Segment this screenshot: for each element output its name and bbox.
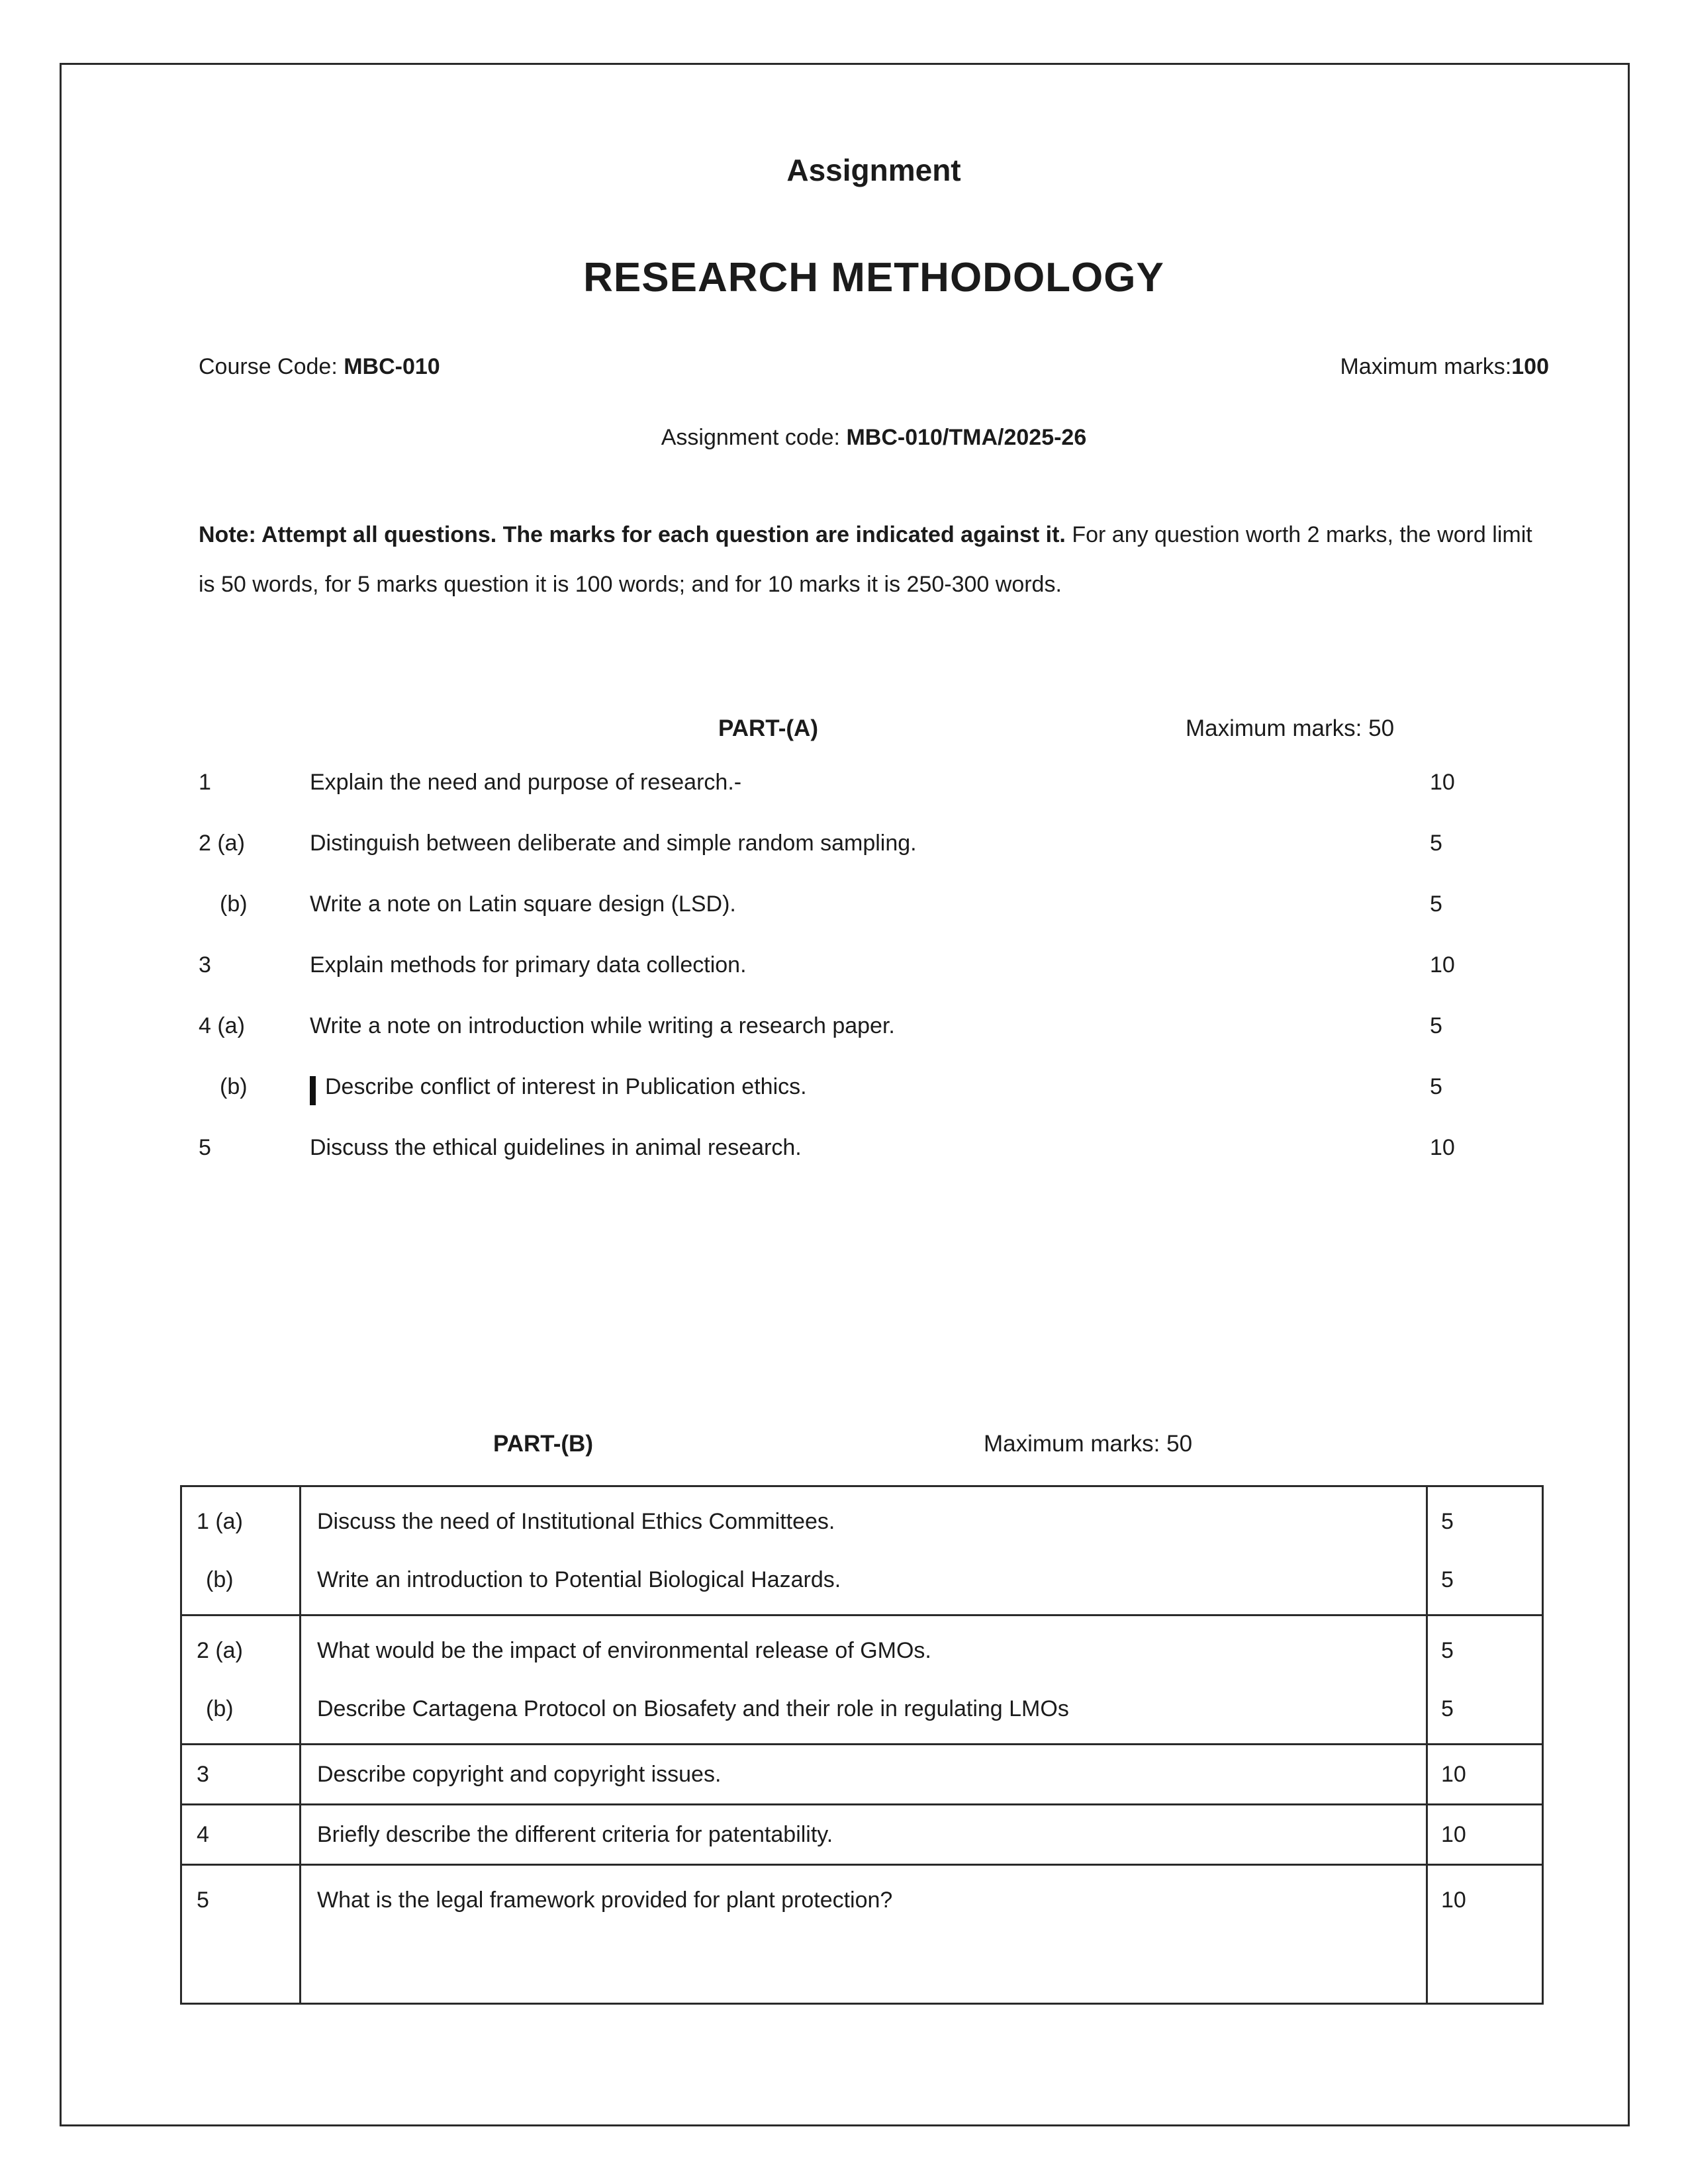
part-a-question-list xyxy=(199,770,1549,1196)
question-number: 4 xyxy=(197,1821,209,1847)
table-row xyxy=(181,1745,1543,1805)
table-cell-marks xyxy=(1427,1865,1543,2004)
table-cell-question xyxy=(301,1805,1427,1865)
question-text: Explain the need and purpose of research.- xyxy=(310,770,742,795)
question-text: Discuss the need of Institutional Ethics Committees. xyxy=(317,1508,835,1534)
table-cell-marks xyxy=(1427,1486,1543,1615)
part-b-max-marks: Maximum marks: 50 xyxy=(984,1431,1193,1457)
table-cell-number xyxy=(181,1745,301,1805)
question-number: (b) xyxy=(220,891,248,917)
note-bold-text: Note: Attempt all questions. The marks for each question are indicated against it. xyxy=(199,522,1066,547)
table-row xyxy=(181,1486,1543,1615)
question-row xyxy=(199,1135,1549,1196)
question-row xyxy=(199,891,1549,952)
table-cell-marks xyxy=(1427,1745,1543,1805)
question-marks: 5 xyxy=(1441,1567,1454,1592)
question-marks: 5 xyxy=(1430,1074,1442,1099)
course-title: RESEARCH METHODOLOGY xyxy=(583,255,1164,300)
question-text: Write a note on introduction while writing a research paper. xyxy=(310,1013,895,1038)
part-b-heading-row xyxy=(199,1431,1549,1457)
table-cell-question xyxy=(301,1745,1427,1805)
maximum-marks-value: 100 xyxy=(1511,354,1549,379)
table-cell-question xyxy=(301,1615,1427,1745)
table-row xyxy=(181,1615,1543,1745)
part-a-heading-row xyxy=(199,715,1549,742)
assignment-code-row xyxy=(199,425,1549,451)
part-b-table xyxy=(180,1485,1544,2005)
question-number: 1 xyxy=(199,770,211,795)
text-cursor-bar xyxy=(310,1076,316,1105)
table-cell-number xyxy=(181,1865,301,2004)
question-text xyxy=(310,1074,1430,1103)
table-cell-question xyxy=(301,1486,1427,1615)
question-text: What is the legal framework provided for plant protection? xyxy=(317,1887,893,1913)
table-cell-marks xyxy=(1427,1615,1543,1745)
part-a-max-marks: Maximum marks: 50 xyxy=(1186,715,1395,741)
question-marks: 5 xyxy=(1430,831,1442,856)
question-marks: 5 xyxy=(1441,1508,1454,1534)
table-cell-marks xyxy=(1427,1805,1543,1865)
question-text-label: Describe conflict of interest in Publication ethics. xyxy=(325,1074,807,1099)
note-rest-text: For any question worth 2 marks, the word limit is 50 words, for 5 marks question it is 100 words; and for 10 marks it is 250-300 words. xyxy=(199,522,1532,597)
table-cell-number xyxy=(181,1805,301,1865)
question-text: What would be the impact of environmental release of GMOs. xyxy=(317,1637,931,1663)
question-marks: 10 xyxy=(1441,1761,1466,1787)
table-cell-question xyxy=(301,1865,1427,2004)
maximum-marks xyxy=(1340,354,1549,380)
maximum-marks-label: Maximum marks: xyxy=(1340,354,1512,379)
course-code xyxy=(199,354,440,380)
question-number: 4 (a) xyxy=(199,1013,245,1038)
question-number: 5 xyxy=(197,1887,209,1913)
table-row xyxy=(181,1805,1543,1865)
part-a-heading: PART-(A) xyxy=(718,715,818,741)
question-text: Explain methods for primary data collection. xyxy=(310,952,747,978)
question-marks: 5 xyxy=(1441,1637,1454,1663)
question-number: (b) xyxy=(206,1567,234,1592)
course-code-value: MBC-010 xyxy=(344,354,440,379)
question-row xyxy=(199,952,1549,1013)
question-number: 2 (a) xyxy=(199,831,245,856)
question-number: 5 xyxy=(199,1135,211,1160)
question-text: Describe copyright and copyright issues. xyxy=(317,1761,722,1787)
assignment-code-value: MBC-010/TMA/2025-26 xyxy=(846,425,1087,450)
question-text: Write an introduction to Potential Biological Hazards. xyxy=(317,1567,841,1592)
question-row xyxy=(199,831,1549,891)
question-text: Discuss the ethical guidelines in animal research. xyxy=(310,1135,802,1160)
question-marks: 10 xyxy=(1430,1135,1455,1160)
question-row xyxy=(199,770,1549,831)
question-text: Briefly describe the different criteria for patentability. xyxy=(317,1821,833,1847)
question-marks: 5 xyxy=(1430,1013,1442,1038)
table-cell-number xyxy=(181,1486,301,1615)
part-b-heading: PART-(B) xyxy=(493,1431,593,1457)
assignment-code-label: Assignment code: xyxy=(661,425,847,450)
course-code-label: Course Code: xyxy=(199,354,344,379)
question-number: (b) xyxy=(220,1074,248,1099)
question-row xyxy=(199,1013,1549,1074)
question-marks: 10 xyxy=(1441,1887,1466,1913)
question-marks: 5 xyxy=(1430,891,1442,917)
question-row xyxy=(199,1074,1549,1135)
question-text: Distinguish between deliberate and simple random sampling. xyxy=(310,831,917,856)
question-number: (b) xyxy=(206,1696,234,1721)
question-marks: 10 xyxy=(1430,952,1455,978)
table-cell-number xyxy=(181,1615,301,1745)
document-title: Assignment xyxy=(786,153,961,187)
course-meta-row xyxy=(199,354,1549,380)
table-row xyxy=(181,1865,1543,2004)
question-number: 2 (a) xyxy=(197,1637,243,1663)
question-marks: 10 xyxy=(1441,1821,1466,1847)
question-marks: 5 xyxy=(1441,1696,1454,1721)
question-number: 3 xyxy=(197,1761,209,1787)
note-paragraph xyxy=(199,510,1549,610)
question-text: Describe Cartagena Protocol on Biosafety and their role in regulating LMOs xyxy=(317,1696,1069,1721)
question-number: 3 xyxy=(199,952,211,978)
document-content xyxy=(199,63,1549,2005)
question-marks: 10 xyxy=(1430,770,1455,795)
question-text: Write a note on Latin square design (LSD). xyxy=(310,891,736,917)
question-number: 1 (a) xyxy=(197,1508,243,1534)
